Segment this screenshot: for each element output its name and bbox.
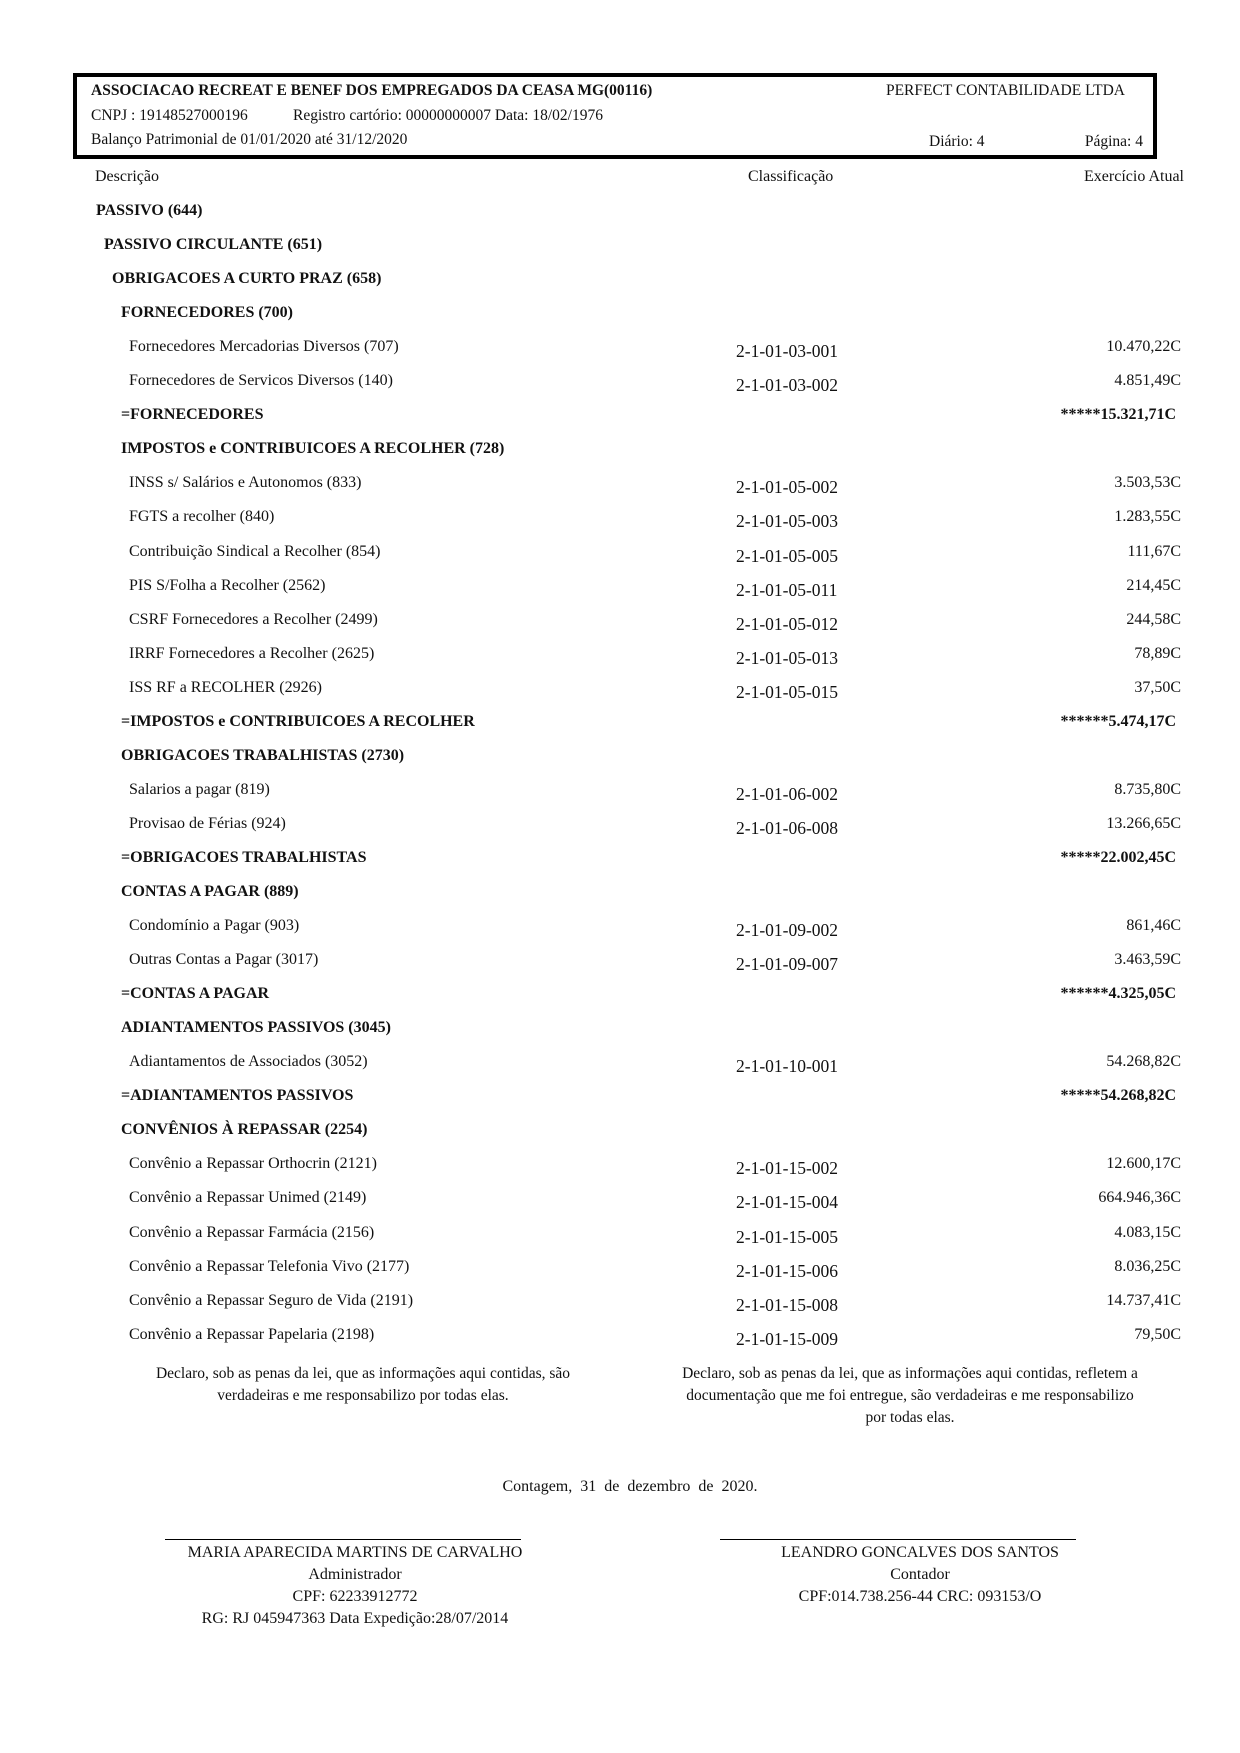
account-row [0,577,1240,607]
account-description: ISS RF a RECOLHER (2926) [129,678,322,696]
account-value: 13.266,65C [1106,814,1181,832]
registry-info: Registro cartório: 00000000007 Data: 18/02/1976 [293,107,603,124]
account-row [0,474,1240,504]
account-value: 10.470,22C [1106,338,1181,356]
account-value: 78,89C [1134,644,1181,662]
account-description: Convênio a Repassar Telefonia Vivo (2177) [129,1257,410,1275]
account-classification: 2-1-01-03-001 [736,341,839,362]
signer-cpf: CPF: 62233912772 [292,1588,418,1605]
account-classification: 2-1-01-05-012 [736,613,839,634]
account-value: 12.600,17C [1106,1155,1181,1173]
account-description: OBRIGACOES TRABALHISTAS (2730) [121,746,405,764]
subtotal-row [0,1087,1240,1117]
account-value: 3.503,53C [1114,474,1181,492]
account-row [0,1224,1240,1254]
account-value: 79,50C [1134,1325,1181,1343]
account-description: =OBRIGACOES TRABALHISTAS [121,848,367,866]
group-header-row [0,440,1240,470]
signer-role: Contador [890,1566,950,1583]
account-description: Salarios a pagar (819) [129,780,270,798]
declaration-left [108,1363,618,1407]
report-title: Balanço Patrimonial de 01/01/2020 até 31/12/2020 [91,131,408,148]
account-row [0,1053,1240,1083]
account-description: Fornecedores Mercadorias Diversos (707) [129,338,399,356]
account-description: Fornecedores de Servicos Diversos (140) [129,372,393,390]
signer-role: Administrador [308,1566,402,1583]
declaration-right-line: Declaro, sob as penas da lei, que as informações aqui contidas, refletem a [682,1365,1138,1382]
group-header-row [0,270,1240,300]
account-value: 244,58C [1126,610,1181,628]
account-description: Contribuição Sindical a Recolher (854) [129,542,381,560]
account-row [0,1258,1240,1288]
subtotal-row [0,713,1240,743]
account-value: 214,45C [1126,576,1181,594]
account-description: =IMPOSTOS e CONTRIBUICOES A RECOLHER [121,712,475,730]
account-value: 37,50C [1134,678,1181,696]
signer-rg: RG: RJ 045947363 Data Expedição:28/07/2014 [201,1610,509,1627]
account-value: 3.463,59C [1114,951,1181,969]
signer-name: LEANDRO GONCALVES DOS SANTOS [781,1544,1059,1561]
account-description: OBRIGACOES A CURTO PRAZ (658) [112,270,382,288]
account-description: ADIANTAMENTOS PASSIVOS (3045) [121,1019,391,1037]
account-description: Convênio a Repassar Orthocrin (2121) [129,1155,377,1173]
subtotal-value: ******4.325,05C [1060,985,1176,1003]
subtotal-value: *****22.002,45C [1060,848,1176,866]
account-row [0,338,1240,368]
subtotal-value: ******5.474,17C [1060,712,1176,730]
account-classification: 2-1-01-15-002 [736,1158,839,1179]
account-description: Adiantamentos de Associados (3052) [129,1053,368,1071]
account-row [0,1189,1240,1219]
account-classification: 2-1-01-05-005 [736,545,839,566]
account-description: Convênio a Repassar Unimed (2149) [129,1189,367,1207]
account-classification: 2-1-01-09-002 [736,920,839,941]
account-classification: 2-1-01-05-003 [736,511,839,532]
account-row [0,815,1240,845]
account-row [0,679,1240,709]
subtotal-row [0,985,1240,1015]
account-value: 111,67C [1127,542,1181,560]
group-header-row [0,236,1240,266]
account-value: 8.036,25C [1114,1257,1181,1275]
entity-name: ASSOCIACAO RECREAT E BENEF DOS EMPREGADOS DA CEASA MG(00116) [91,82,653,99]
signature-line-right [720,1539,1076,1540]
declaration-right-line: por todas elas. [865,1409,955,1426]
account-row [0,1292,1240,1322]
account-classification: 2-1-01-15-005 [736,1226,839,1247]
account-classification: 2-1-01-15-004 [736,1192,839,1213]
column-header-descricao: Descrição [95,168,159,185]
column-header-exercicio: Exercício Atual [1084,168,1184,185]
cnpj: CNPJ : 19148527000196 [91,107,248,124]
account-classification: 2-1-01-10-001 [736,1056,839,1077]
account-classification: 2-1-01-05-002 [736,477,839,498]
account-row [0,611,1240,641]
account-value: 54.268,82C [1106,1053,1181,1071]
diario-number: Diário: 4 [929,133,985,150]
signature-line-left [165,1539,521,1540]
account-classification: 2-1-01-03-002 [736,375,839,396]
accounting-firm: PERFECT CONTABILIDADE LTDA [885,82,1125,99]
account-description: CSRF Fornecedores a Recolher (2499) [129,610,378,628]
account-description: Outras Contas a Pagar (3017) [129,951,319,969]
account-row [0,917,1240,947]
report-header-box [73,73,1157,159]
group-header-row [0,304,1240,334]
group-header-row [0,747,1240,777]
account-value: 8.735,80C [1114,780,1181,798]
subtotal-value: *****54.268,82C [1060,1087,1176,1105]
account-description: Convênio a Repassar Farmácia (2156) [129,1223,375,1241]
account-classification: 2-1-01-05-015 [736,681,839,702]
account-value: 664.946,36C [1098,1189,1181,1207]
account-description: Provisao de Férias (924) [129,814,286,832]
account-classification: 2-1-01-15-006 [736,1260,839,1281]
account-row [0,372,1240,402]
group-header-row [0,1121,1240,1151]
account-description: PIS S/Folha a Recolher (2562) [129,576,326,594]
account-classification: 2-1-01-05-011 [736,579,838,600]
account-classification: 2-1-01-15-009 [736,1328,839,1349]
account-description: IRRF Fornecedores a Recolher (2625) [129,644,375,662]
account-description: FGTS a recolher (840) [129,508,275,526]
subtotal-row [0,406,1240,436]
account-classification: 2-1-01-15-008 [736,1294,839,1315]
account-description: =ADIANTAMENTOS PASSIVOS [121,1087,354,1105]
account-description: PASSIVO CIRCULANTE (651) [104,236,323,254]
account-classification: 2-1-01-05-013 [736,647,839,668]
account-row [0,951,1240,981]
signature-block-right [700,1542,1140,1608]
page-number: Página: 4 [1084,133,1143,150]
account-value: 4.851,49C [1114,372,1181,390]
account-value: 1.283,55C [1114,508,1181,526]
account-value: 861,46C [1126,917,1181,935]
account-description: CONVÊNIOS À REPASSAR (2254) [121,1121,368,1139]
account-description: Condomínio a Pagar (903) [129,917,300,935]
account-row [0,1326,1240,1356]
account-row [0,1155,1240,1185]
account-row [0,645,1240,675]
declaration-left-line: verdadeiras e me responsabilizo por todas elas. [217,1387,509,1404]
account-row [0,508,1240,538]
account-description: FORNECEDORES (700) [121,304,294,322]
account-description: CONTAS A PAGAR (889) [121,883,299,900]
account-classification: 2-1-01-09-007 [736,954,839,975]
subtotal-value: *****15.321,71C [1060,406,1176,424]
group-header-row [0,1019,1240,1049]
signature-block-left [130,1542,580,1630]
account-classification: 2-1-01-06-002 [736,783,839,804]
account-value: 4.083,15C [1114,1223,1181,1241]
account-description: =FORNECEDORES [121,406,264,424]
group-header-row [0,202,1240,232]
declaration-right [640,1363,1180,1429]
account-row [0,543,1240,573]
declaration-left-line: Declaro, sob as penas da lei, que as informações aqui contidas, são [155,1365,571,1382]
account-description: PASSIVO (644) [96,202,203,219]
place-and-date: Contagem, 31 de dezembro de 2020. [502,1478,758,1495]
account-description: IMPOSTOS e CONTRIBUICOES A RECOLHER (728) [121,440,505,458]
account-description: Convênio a Repassar Seguro de Vida (2191) [129,1291,414,1309]
account-value: 14.737,41C [1106,1291,1181,1309]
account-row [0,781,1240,811]
column-header-classificacao: Classificação [748,168,834,185]
account-description: =CONTAS A PAGAR [121,985,270,1003]
signer-name: MARIA APARECIDA MARTINS DE CARVALHO [187,1544,523,1561]
account-description: INSS s/ Salários e Autonomos (833) [129,474,362,492]
account-description: Convênio a Repassar Papelaria (2198) [129,1325,375,1343]
account-classification: 2-1-01-06-008 [736,817,839,838]
subtotal-row [0,849,1240,879]
group-header-row [0,883,1240,913]
signer-cpf-crc: CPF:014.738.256-44 CRC: 093153/O [798,1588,1042,1605]
declaration-right-line: documentação que me foi entregue, são verdadeiras e me responsabilizo [686,1387,1134,1404]
